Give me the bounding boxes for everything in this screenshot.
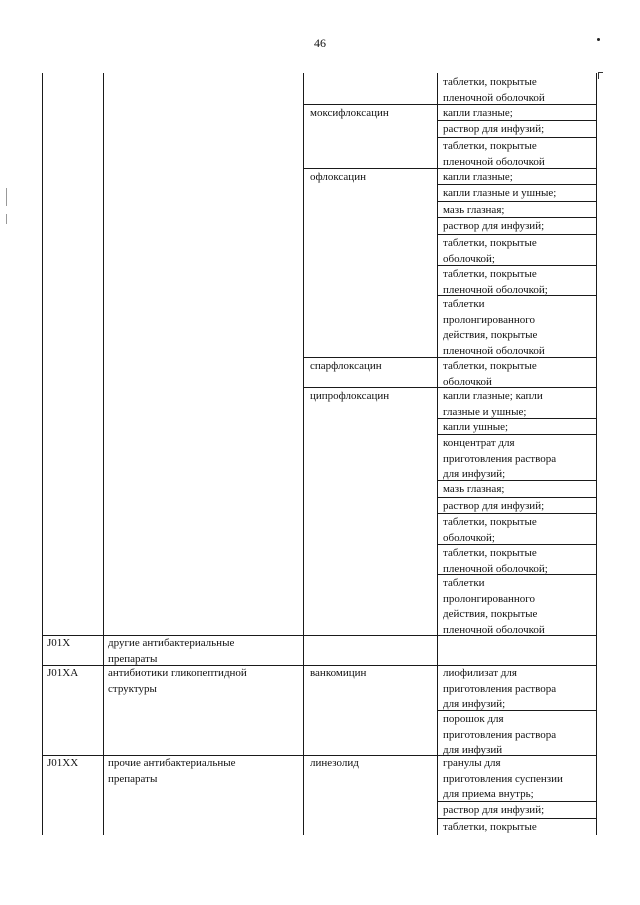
dosage-form: таблетки, покрытые пленочной оболочкой	[443, 76, 545, 104]
drug-name: моксифлоксацин	[310, 107, 389, 119]
dosage-form: таблетки пролонгированного действия, покрытые пленочной оболочкой	[443, 298, 545, 357]
dosage-form: концентрат для приготовления раствора для инфузий;	[443, 437, 557, 480]
dosage-form: капли глазные;	[443, 107, 513, 119]
table-border-left	[42, 73, 43, 835]
dosage-form: таблетки, покрытые оболочкой;	[443, 516, 537, 544]
dosage-form: таблетки, покрытые оболочкой;	[443, 237, 537, 265]
dosage-form: капли глазные;	[443, 171, 513, 183]
atc-code: J01XX	[47, 757, 79, 769]
atc-group-name: антибиотики гликопептидной структуры	[108, 667, 247, 695]
dosage-form: капли ушные;	[443, 421, 509, 433]
dosage-form: мазь глазная;	[443, 483, 505, 495]
drug-name: ципрофлоксацин	[310, 390, 390, 402]
dosage-form: таблетки, покрытые пленочной оболочкой	[443, 140, 545, 168]
atc-code: J01XA	[47, 667, 79, 679]
dosage-form: мазь глазная;	[443, 204, 505, 216]
drug-name: линезолид	[310, 757, 359, 769]
dosage-form: раствор для инфузий;	[443, 220, 545, 232]
table-border-right	[596, 73, 597, 835]
drug-name: офлоксацин	[310, 171, 366, 183]
dosage-form: таблетки, покрытые пленочной оболочкой;	[443, 268, 548, 296]
dosage-form: таблетки, покрытые пленочной оболочкой;	[443, 547, 548, 575]
page-number: 46	[314, 36, 326, 50]
dosage-form: раствор для инфузий;	[443, 123, 545, 135]
dosage-form: порошок для приготовления раствора для инфузий	[443, 713, 557, 756]
dosage-form: капли глазные и ушные;	[443, 187, 557, 199]
dosage-form: таблетки, покрытые	[443, 821, 537, 833]
dosage-form: капли глазные; капли глазные и ушные;	[443, 390, 543, 418]
atc-group-name: прочие антибактериальные препараты	[108, 757, 236, 785]
dosage-form: гранулы для приготовления суспензии для приема внутрь;	[443, 757, 563, 800]
column-divider-code	[103, 73, 104, 835]
drug-name: ванкомицин	[310, 667, 367, 679]
dosage-form: лиофилизат для приготовления раствора для инфузий;	[443, 667, 557, 710]
dosage-form: таблетки, покрытые оболочкой	[443, 360, 537, 388]
column-divider-name	[437, 73, 438, 835]
dosage-form: раствор для инфузий;	[443, 804, 545, 816]
dosage-form: раствор для инфузий;	[443, 500, 545, 512]
atc-group-name: другие антибактериальные препараты	[108, 637, 235, 665]
column-divider-group	[303, 73, 304, 835]
atc-code: J01X	[47, 637, 71, 649]
dosage-form: таблетки пролонгированного действия, покрытые пленочной оболочкой	[443, 577, 545, 636]
drug-name: спарфлоксацин	[310, 360, 382, 372]
